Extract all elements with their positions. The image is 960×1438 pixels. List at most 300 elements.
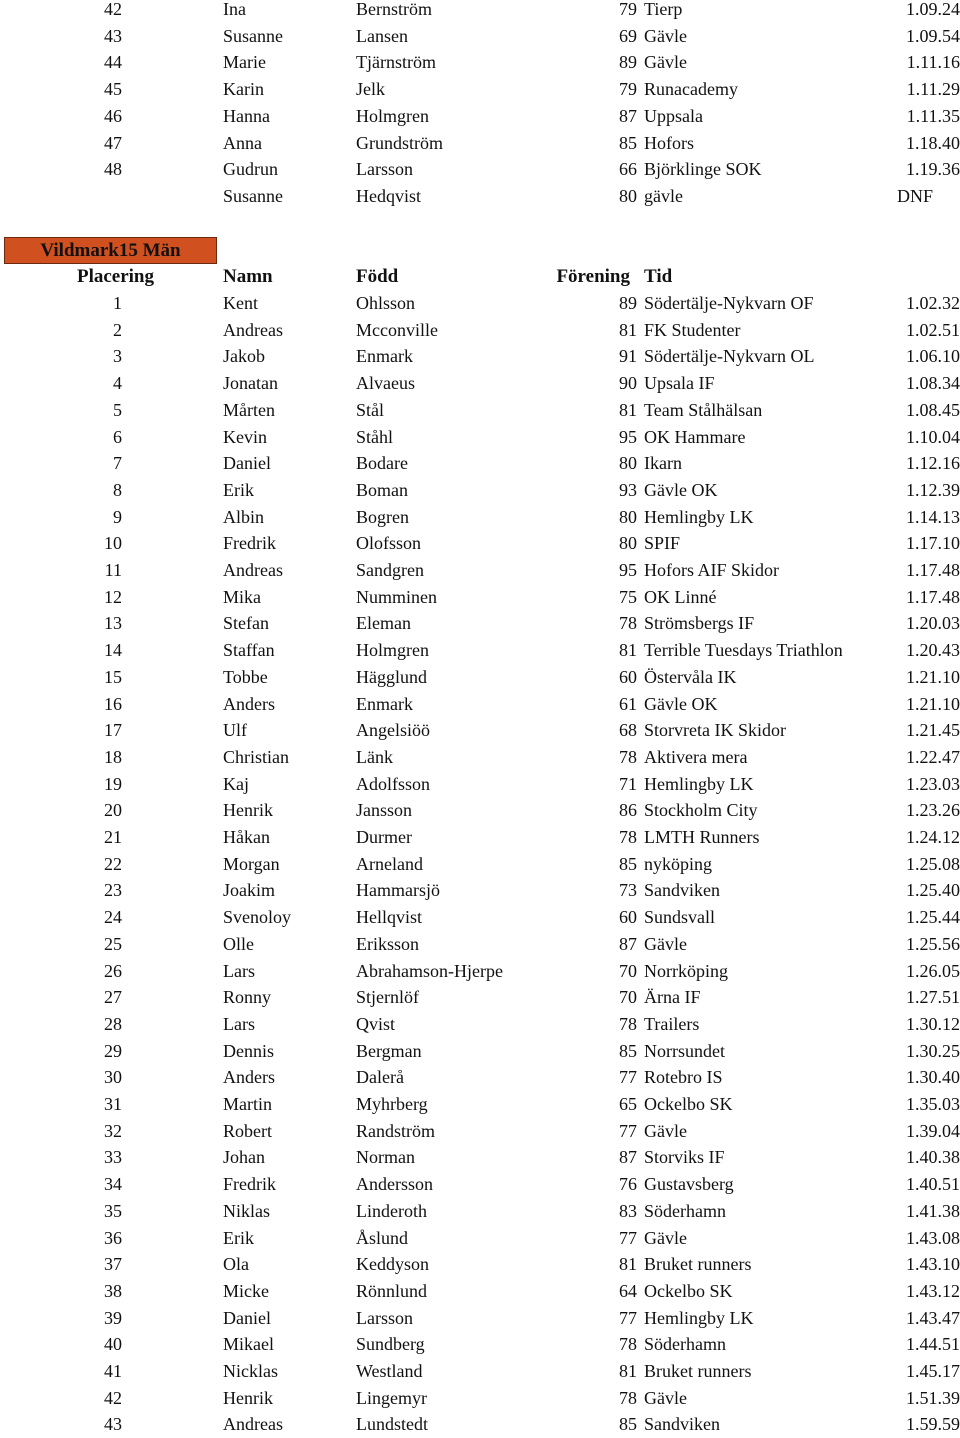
birth-year-cell: 81	[619, 399, 637, 420]
last-name-cell: Hellqvist	[356, 907, 422, 928]
birth-year-cell: 95	[619, 426, 637, 447]
placement-cell: 16	[104, 693, 122, 714]
result-row	[0, 130, 960, 157]
time-cell: 1.43.47	[906, 1307, 960, 1328]
header-namn: Namn	[223, 266, 273, 287]
first-name-cell: Andreas	[223, 319, 283, 340]
club-cell: SPIF	[644, 533, 681, 554]
result-row	[0, 1091, 960, 1118]
placement-cell: 7	[113, 453, 122, 474]
club-cell: Södertälje-Nykvarn OF	[644, 293, 814, 313]
time-cell: 1.02.32	[906, 293, 960, 313]
first-name-cell: Joakim	[223, 880, 275, 901]
birth-year-cell: 77	[619, 1067, 637, 1088]
last-name-cell: Hedqvist	[356, 185, 421, 206]
time-cell: 1.18.40	[906, 132, 960, 153]
first-name-cell: Karin	[223, 79, 264, 100]
result-row	[0, 370, 960, 397]
club-cell: Uppsala	[644, 105, 703, 126]
first-name-cell: Fredrik	[223, 1174, 276, 1195]
birth-year-cell: 87	[619, 1147, 637, 1168]
placement-cell: 18	[104, 746, 122, 767]
first-name-cell: Marie	[223, 52, 266, 73]
club-cell: Gävle	[644, 52, 687, 73]
birth-year-cell: 95	[619, 560, 637, 580]
time-cell: 1.30.25	[906, 1040, 960, 1061]
birth-year-cell: 69	[619, 25, 637, 46]
result-row	[0, 103, 960, 130]
last-name-cell: Sundberg	[356, 1334, 425, 1355]
first-name-cell: Gudrun	[223, 159, 278, 180]
placement-cell: 12	[104, 586, 122, 607]
time-cell: 1.21.10	[906, 693, 960, 714]
club-cell: Storviks IF	[644, 1147, 725, 1168]
first-name-cell: Kaj	[223, 773, 249, 794]
last-name-cell: Bernström	[356, 0, 432, 19]
birth-year-cell: 91	[619, 346, 637, 367]
result-row	[0, 744, 960, 771]
club-cell: Gustavsberg	[644, 1174, 734, 1195]
result-row	[0, 1305, 960, 1332]
first-name-cell: Robert	[223, 1120, 272, 1141]
time-cell: 1.08.34	[906, 373, 960, 394]
birth-year-cell: 85	[619, 1040, 637, 1061]
birth-year-cell: 73	[619, 880, 637, 901]
club-cell: Söderhamn	[644, 1334, 726, 1355]
birth-year-cell: 78	[619, 1013, 637, 1034]
placement-cell: 45	[104, 79, 122, 100]
placement-cell: 24	[104, 907, 122, 928]
result-row	[0, 1064, 960, 1091]
placement-cell: 41	[104, 1361, 122, 1381]
birth-year-cell: 70	[619, 987, 637, 1008]
first-name-cell: Andreas	[223, 560, 283, 580]
club-cell: Östervåla IK	[644, 666, 737, 687]
result-row	[0, 49, 960, 76]
time-cell: 1.17.48	[906, 586, 960, 607]
last-name-cell: Randström	[356, 1120, 435, 1141]
club-cell: Norrköping	[644, 960, 728, 981]
last-name-cell: Tjärnström	[356, 52, 436, 73]
time-cell: 1.41.38	[906, 1200, 960, 1221]
birth-year-cell: 60	[619, 666, 637, 687]
first-name-cell: Stefan	[223, 613, 269, 634]
club-cell: Södertälje-Nykvarn OL	[644, 346, 815, 367]
time-cell: 1.25.44	[906, 907, 960, 928]
birth-year-cell: 77	[619, 1120, 637, 1141]
placement-cell: 28	[104, 1013, 122, 1034]
placement-cell: 47	[104, 132, 122, 153]
last-name-cell: Larsson	[356, 1307, 413, 1328]
time-cell: 1.11.35	[906, 105, 960, 126]
time-cell: 1.25.56	[906, 933, 960, 954]
birth-year-cell: 80	[619, 533, 637, 554]
birth-year-cell: 81	[619, 1361, 637, 1381]
result-row	[0, 156, 960, 183]
first-name-cell: Daniel	[223, 453, 271, 474]
first-name-cell: Ola	[223, 1254, 249, 1275]
club-cell: Gävle	[644, 1387, 687, 1408]
result-row	[0, 1331, 960, 1358]
last-name-cell: Enmark	[356, 693, 413, 714]
time-cell: 1.21.10	[906, 666, 960, 687]
first-name-cell: Mika	[223, 586, 261, 607]
placement-cell: 34	[104, 1174, 122, 1195]
club-cell: Sandviken	[644, 1414, 720, 1435]
time-cell: 1.11.29	[906, 79, 960, 100]
first-name-cell: Anna	[223, 132, 262, 153]
birth-year-cell: 85	[619, 132, 637, 153]
result-row	[0, 877, 960, 904]
club-cell: Hemlingby LK	[644, 773, 754, 794]
result-row	[0, 1225, 960, 1252]
last-name-cell: Linderoth	[356, 1200, 427, 1221]
last-name-cell: Abrahamson-Hjerpe	[356, 960, 503, 981]
club-cell: Björklinge SOK	[644, 159, 762, 180]
birth-year-cell: 79	[619, 79, 637, 100]
placement-cell: 38	[104, 1280, 122, 1301]
club-cell: Gävle OK	[644, 693, 718, 714]
club-cell: LMTH Runners	[644, 827, 760, 847]
club-cell: Gävle	[644, 1227, 687, 1248]
placement-cell: 46	[104, 105, 122, 126]
last-name-cell: Adolfsson	[356, 773, 431, 794]
placement-cell: 39	[104, 1307, 122, 1328]
placement-cell: 32	[104, 1120, 122, 1141]
header-tid: Tid	[644, 266, 673, 287]
birth-year-cell: 65	[619, 1094, 637, 1114]
last-name-cell: Holmgren	[356, 105, 429, 126]
last-name-cell: Grundström	[356, 132, 443, 153]
birth-year-cell: 79	[619, 0, 637, 19]
result-row	[0, 1385, 960, 1412]
first-name-cell: Hanna	[223, 105, 270, 126]
placement-cell: 43	[104, 1414, 122, 1435]
last-name-cell: Hägglund	[356, 666, 427, 687]
time-cell: 1.06.10	[906, 346, 960, 367]
last-name-cell: Enmark	[356, 346, 413, 367]
placement-cell: 31	[104, 1094, 122, 1114]
club-cell: Trailers	[644, 1013, 700, 1034]
time-cell: 1.25.40	[906, 880, 960, 901]
first-name-cell: Lars	[223, 960, 255, 981]
birth-year-cell: 76	[619, 1174, 637, 1195]
first-name-cell: Christian	[223, 746, 289, 767]
placement-cell: 20	[104, 800, 122, 821]
placement-cell: 42	[104, 0, 122, 19]
time-cell: DNF	[897, 185, 934, 206]
birth-year-cell: 87	[619, 105, 637, 126]
birth-year-cell: 86	[619, 800, 637, 821]
section-title-banner: Vildmark15 Män	[4, 237, 217, 264]
placement-cell: 33	[104, 1147, 122, 1168]
first-name-cell: Henrik	[223, 800, 273, 821]
placement-cell: 10	[104, 533, 122, 554]
time-cell: 1.23.26	[906, 800, 960, 821]
club-cell: Bruket runners	[644, 1361, 752, 1381]
placement-cell: 30	[104, 1067, 122, 1088]
first-name-cell: Lars	[223, 1013, 255, 1034]
result-row	[0, 76, 960, 103]
time-cell: 1.35.03	[906, 1094, 960, 1114]
time-cell: 1.24.12	[906, 827, 960, 847]
result-row	[0, 1278, 960, 1305]
result-row	[0, 1198, 960, 1225]
birth-year-cell: 61	[619, 693, 637, 714]
header-forening: Förening	[556, 266, 630, 287]
time-cell: 1.09.24	[906, 0, 960, 19]
placement-cell: 29	[104, 1040, 122, 1061]
club-cell: Hofors	[644, 132, 694, 153]
time-cell: 1.20.43	[906, 640, 960, 661]
placement-cell: 36	[104, 1227, 122, 1248]
result-row	[0, 1171, 960, 1198]
club-cell: gävle	[644, 185, 683, 206]
birth-year-cell: 78	[619, 613, 637, 634]
last-name-cell: Jansson	[356, 800, 413, 821]
placement-cell: 42	[104, 1387, 122, 1408]
club-cell: Terrible Tuesdays Triathlon	[644, 640, 843, 661]
club-cell: Runacademy	[644, 79, 738, 100]
last-name-cell: Bergman	[356, 1040, 422, 1061]
birth-year-cell: 80	[619, 506, 637, 527]
result-row	[0, 450, 960, 477]
club-cell: Gävle OK	[644, 479, 718, 500]
result-row	[0, 1118, 960, 1145]
last-name-cell: Andersson	[356, 1174, 433, 1195]
first-name-cell: Anders	[223, 693, 275, 714]
first-name-cell: Andreas	[223, 1414, 283, 1435]
placement-cell: 37	[104, 1254, 122, 1275]
birth-year-cell: 64	[619, 1280, 637, 1301]
time-cell: 1.25.08	[906, 853, 960, 874]
last-name-cell: Dalerå	[356, 1067, 404, 1088]
placement-cell: 13	[104, 613, 122, 634]
last-name-cell: Åslund	[356, 1227, 409, 1248]
time-cell: 1.22.47	[906, 746, 960, 767]
result-row	[0, 610, 960, 637]
last-name-cell: Ståhl	[356, 426, 394, 447]
club-cell: Gävle	[644, 933, 687, 954]
time-cell: 1.08.45	[906, 399, 960, 420]
time-cell: 1.39.04	[906, 1120, 960, 1141]
club-cell: Upsala IF	[644, 373, 715, 394]
result-row	[0, 771, 960, 798]
club-cell: Ockelbo SK	[644, 1094, 733, 1114]
birth-year-cell: 85	[619, 1414, 637, 1435]
club-cell: Rotebro IS	[644, 1067, 723, 1088]
birth-year-cell: 89	[619, 52, 637, 73]
column-header-row	[0, 263, 960, 290]
time-cell: 1.30.12	[906, 1013, 960, 1034]
placement-cell: 1	[113, 293, 122, 313]
result-row	[0, 183, 960, 210]
first-name-cell: Morgan	[223, 853, 280, 874]
birth-year-cell: 78	[619, 827, 637, 847]
placement-cell: 44	[104, 52, 122, 73]
placement-cell: 8	[113, 479, 122, 500]
result-row	[0, 851, 960, 878]
club-cell: Aktivera mera	[644, 746, 748, 767]
last-name-cell: Qvist	[356, 1013, 396, 1034]
result-row	[0, 1358, 960, 1385]
club-cell: Sundsvall	[644, 907, 716, 928]
result-row	[0, 984, 960, 1011]
last-name-cell: Larsson	[356, 159, 413, 180]
time-cell: 1.43.12	[906, 1280, 960, 1301]
placement-cell: 25	[104, 933, 122, 954]
placement-cell: 22	[104, 853, 122, 874]
time-cell: 1.43.10	[906, 1254, 960, 1275]
first-name-cell: Kevin	[223, 426, 267, 447]
time-cell: 1.20.03	[906, 613, 960, 634]
placement-cell: 43	[104, 25, 122, 46]
time-cell: 1.43.08	[906, 1227, 960, 1248]
club-cell: Tierp	[644, 0, 683, 19]
result-row	[0, 557, 960, 584]
time-cell: 1.40.38	[906, 1147, 960, 1168]
result-row	[0, 958, 960, 985]
club-cell: Bruket runners	[644, 1254, 752, 1275]
club-cell: Hemlingby LK	[644, 1307, 754, 1328]
club-cell: OK Linné	[644, 586, 717, 607]
last-name-cell: Eriksson	[356, 933, 419, 954]
last-name-cell: Boman	[356, 479, 408, 500]
time-cell: 1.14.13	[906, 506, 960, 527]
first-name-cell: Albin	[223, 506, 265, 527]
last-name-cell: Keddyson	[356, 1254, 429, 1275]
time-cell: 1.12.16	[906, 453, 960, 474]
club-cell: nyköping	[644, 853, 713, 874]
time-cell: 1.40.51	[906, 1174, 960, 1195]
club-cell: Ärna IF	[644, 987, 701, 1008]
last-name-cell: Länk	[356, 746, 393, 767]
last-name-cell: Rönnlund	[356, 1280, 428, 1301]
last-name-cell: Angelsiöö	[356, 720, 430, 741]
birth-year-cell: 80	[619, 453, 637, 474]
club-cell: Strömsbergs IF	[644, 613, 755, 634]
placement-cell: 35	[104, 1200, 122, 1221]
last-name-cell: Arneland	[356, 853, 423, 874]
birth-year-cell: 81	[619, 319, 637, 340]
first-name-cell: Micke	[223, 1280, 269, 1301]
birth-year-cell: 83	[619, 1200, 637, 1221]
placement-cell: 27	[104, 987, 122, 1008]
first-name-cell: Johan	[223, 1147, 265, 1168]
placement-cell: 23	[104, 880, 122, 901]
first-name-cell: Jakob	[223, 346, 265, 367]
time-cell: 1.17.48	[906, 560, 960, 580]
last-name-cell: Mcconville	[356, 319, 438, 340]
first-name-cell: Dennis	[223, 1040, 274, 1061]
placement-cell: 11	[104, 560, 122, 580]
first-name-cell: Anders	[223, 1067, 275, 1088]
first-name-cell: Ulf	[223, 720, 247, 741]
first-name-cell: Ronny	[223, 987, 272, 1008]
first-name-cell: Kent	[223, 293, 258, 313]
result-row	[0, 477, 960, 504]
club-cell: Team Stålhälsan	[644, 399, 763, 420]
time-cell: 1.30.40	[906, 1067, 960, 1088]
last-name-cell: Bogren	[356, 506, 409, 527]
first-name-cell: Susanne	[223, 185, 283, 206]
result-row	[0, 664, 960, 691]
last-name-cell: Stjernlöf	[356, 987, 419, 1008]
result-row	[0, 637, 960, 664]
first-name-cell: Tobbe	[223, 666, 268, 687]
first-name-cell: Jonatan	[223, 373, 278, 394]
last-name-cell: Lundstedt	[356, 1414, 428, 1435]
result-row	[0, 584, 960, 611]
birth-year-cell: 93	[619, 479, 637, 500]
first-name-cell: Svenoloy	[223, 907, 292, 928]
result-row	[0, 530, 960, 557]
result-row	[0, 317, 960, 344]
last-name-cell: Lansen	[356, 25, 408, 46]
last-name-cell: Jelk	[356, 79, 385, 100]
last-name-cell: Lingemyr	[356, 1387, 427, 1408]
first-name-cell: Martin	[223, 1094, 272, 1114]
time-cell: 1.26.05	[906, 960, 960, 981]
club-cell: OK Hammare	[644, 426, 746, 447]
club-cell: Sandviken	[644, 880, 720, 901]
club-cell: Norrsundet	[644, 1040, 725, 1061]
birth-year-cell: 81	[619, 640, 637, 661]
first-name-cell: Mårten	[223, 399, 275, 420]
first-name-cell: Niklas	[223, 1200, 270, 1221]
time-cell: 1.17.10	[906, 533, 960, 554]
birth-year-cell: 66	[619, 159, 637, 180]
first-name-cell: Nicklas	[223, 1361, 278, 1381]
result-row	[0, 1011, 960, 1038]
birth-year-cell: 70	[619, 960, 637, 981]
result-row	[0, 504, 960, 531]
club-cell: Gävle	[644, 25, 687, 46]
time-cell: 1.51.39	[906, 1387, 960, 1408]
time-cell: 1.09.54	[906, 25, 960, 46]
birth-year-cell: 75	[619, 586, 637, 607]
last-name-cell: Bodare	[356, 453, 408, 474]
time-cell: 1.02.51	[906, 319, 960, 340]
header-placering: Placering	[76, 266, 154, 287]
club-cell: Hemlingby LK	[644, 506, 754, 527]
club-cell: Ikarn	[644, 453, 682, 474]
club-cell: Gävle	[644, 1120, 687, 1141]
time-cell: 1.44.51	[906, 1334, 960, 1355]
club-cell: Hofors AIF Skidor	[644, 560, 780, 580]
time-cell: 1.21.45	[906, 720, 960, 741]
placement-cell: 4	[113, 373, 122, 394]
placement-cell: 15	[104, 666, 122, 687]
birth-year-cell: 78	[619, 1387, 637, 1408]
time-cell: 1.11.16	[906, 52, 960, 73]
last-name-cell: Stål	[356, 399, 385, 420]
first-name-cell: Staffan	[223, 640, 275, 661]
last-name-cell: Durmer	[356, 827, 412, 847]
last-name-cell: Sandgren	[356, 560, 424, 580]
result-row	[0, 904, 960, 931]
first-name-cell: Olle	[223, 933, 254, 954]
birth-year-cell: 78	[619, 1334, 637, 1355]
first-name-cell: Ina	[223, 0, 246, 19]
result-row	[0, 1411, 960, 1438]
result-row	[0, 1251, 960, 1278]
birth-year-cell: 77	[619, 1227, 637, 1248]
club-cell: Stockholm City	[644, 800, 758, 821]
first-name-cell: Erik	[223, 479, 254, 500]
last-name-cell: Myhrberg	[356, 1094, 428, 1114]
club-cell: Storvreta IK Skidor	[644, 720, 786, 741]
